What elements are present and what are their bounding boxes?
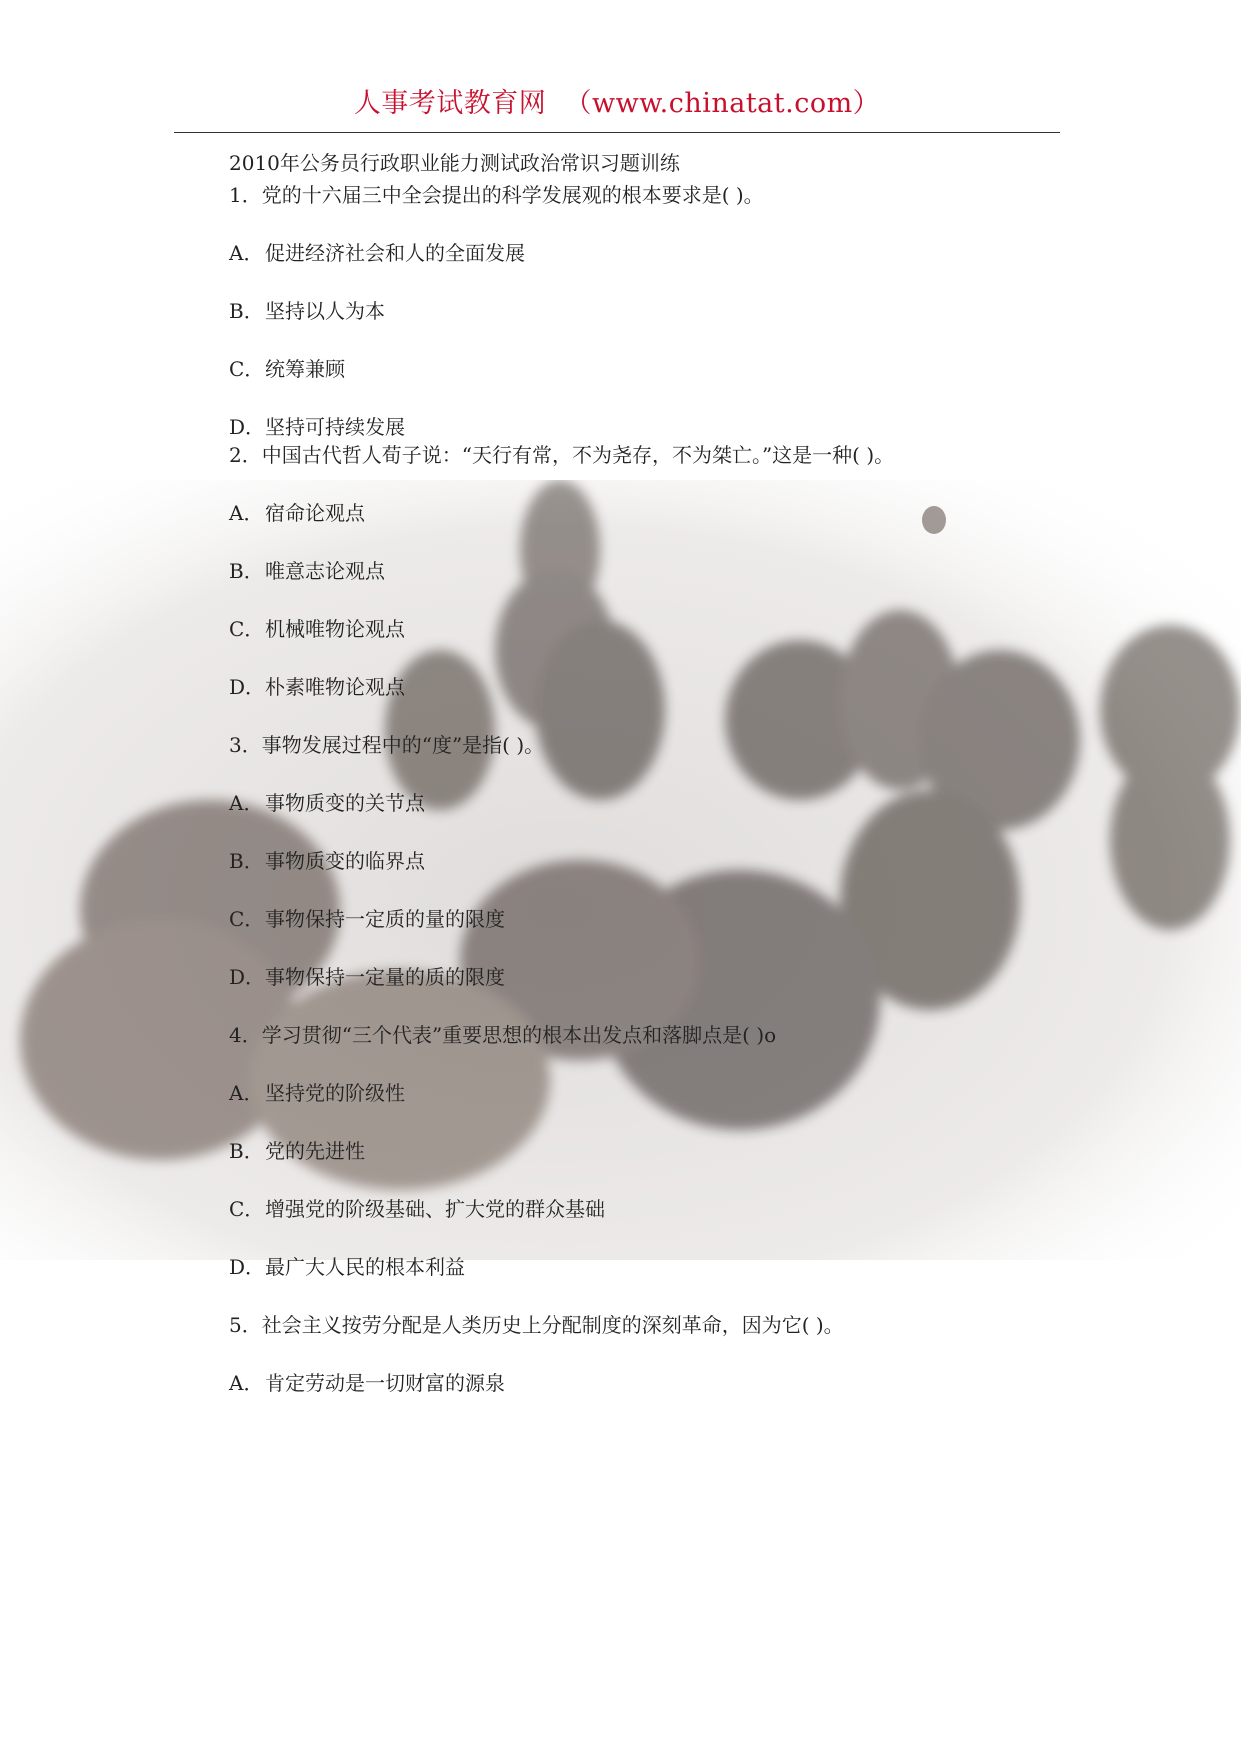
option-text: 事物质变的关节点 bbox=[265, 791, 425, 815]
site-url bbox=[546, 88, 564, 119]
question-4-option-a bbox=[229, 1080, 405, 1106]
option-text: 党的先进性 bbox=[265, 1139, 365, 1163]
question-3-option-b bbox=[229, 848, 425, 874]
option-text: 坚持党的阶级性 bbox=[265, 1081, 405, 1105]
option-letter: D． bbox=[229, 965, 266, 989]
question-2-option-a bbox=[229, 500, 365, 526]
question-3-option-c bbox=[229, 906, 505, 932]
option-letter: A． bbox=[229, 501, 264, 525]
option-letter: D． bbox=[229, 415, 266, 439]
option-text: 事物保持一定质的量的限度 bbox=[265, 907, 505, 931]
question-4-option-b bbox=[229, 1138, 365, 1164]
option-text: 最广大人民的根本利益 bbox=[265, 1255, 465, 1279]
question-1-option-d bbox=[229, 414, 405, 440]
option-text: 肯定劳动是一切财富的源泉 bbox=[265, 1371, 505, 1395]
option-text: 朴素唯物论观点 bbox=[265, 675, 405, 699]
option-letter: B． bbox=[229, 559, 264, 583]
option-letter: A． bbox=[229, 791, 264, 815]
option-letter: C． bbox=[229, 617, 265, 641]
document-title: 2010年公务员行政职业能力测试政治常识习题训练 bbox=[229, 151, 680, 175]
question-4-option-c bbox=[229, 1196, 605, 1222]
option-letter: B． bbox=[229, 299, 264, 323]
question-3-option-d bbox=[229, 964, 505, 990]
question-2-option-d bbox=[229, 674, 405, 700]
option-text: 事物质变的临界点 bbox=[265, 849, 425, 873]
option-text: 事物保持一定量的质的限度 bbox=[265, 965, 505, 989]
option-letter: B． bbox=[229, 849, 264, 873]
option-letter: C． bbox=[229, 1197, 265, 1221]
option-text: 坚持可持续发展 bbox=[265, 415, 405, 439]
option-text: 增强党的阶级基础、扩大党的群众基础 bbox=[265, 1197, 605, 1221]
option-text: 宿命论观点 bbox=[265, 501, 365, 525]
option-letter: A． bbox=[229, 1371, 264, 1395]
question-4-stem: 4．学习贯彻“三个代表”重要思想的根本出发点和落脚点是( )o bbox=[229, 1023, 777, 1047]
site-name: 人事考试教育网 bbox=[353, 88, 547, 119]
option-text: 促进经济社会和人的全面发展 bbox=[265, 241, 525, 265]
option-text: 坚持以人为本 bbox=[265, 299, 385, 323]
option-letter: A． bbox=[229, 1081, 264, 1105]
site-url-text: （www.chinatat.com） bbox=[564, 88, 881, 119]
option-letter: A． bbox=[229, 241, 264, 265]
question-1-stem: 1．党的十六届三中全会提出的科学发展观的根本要求是( )。 bbox=[229, 183, 764, 207]
question-5-stem: 5．社会主义按劳分配是人类历史上分配制度的深刻革命，因为它( )。 bbox=[229, 1313, 844, 1337]
option-text: 统筹兼顾 bbox=[265, 357, 345, 381]
question-1-option-c bbox=[229, 356, 345, 382]
question-2-option-c bbox=[229, 616, 405, 642]
question-2-stem: 2．中国古代哲人荀子说：“天行有常，不为尧存，不为桀亡。”这是一种( )。 bbox=[229, 443, 895, 467]
question-2-option-b bbox=[229, 558, 385, 584]
option-text: 唯意志论观点 bbox=[265, 559, 385, 583]
question-3-option-a bbox=[229, 790, 425, 816]
page-header bbox=[174, 84, 1060, 133]
question-1-option-a bbox=[229, 240, 525, 266]
option-text: 机械唯物论观点 bbox=[265, 617, 405, 641]
option-letter: D． bbox=[229, 1255, 266, 1279]
option-letter: C． bbox=[229, 357, 265, 381]
question-4-option-d bbox=[229, 1254, 465, 1280]
background-watermark-image bbox=[0, 480, 1241, 1260]
question-5-option-a bbox=[229, 1370, 505, 1396]
option-letter: B． bbox=[229, 1139, 264, 1163]
question-3-stem: 3．事物发展过程中的“度”是指( )。 bbox=[229, 733, 545, 757]
question-1-option-b bbox=[229, 298, 385, 324]
option-letter: D． bbox=[229, 675, 266, 699]
option-letter: C． bbox=[229, 907, 265, 931]
